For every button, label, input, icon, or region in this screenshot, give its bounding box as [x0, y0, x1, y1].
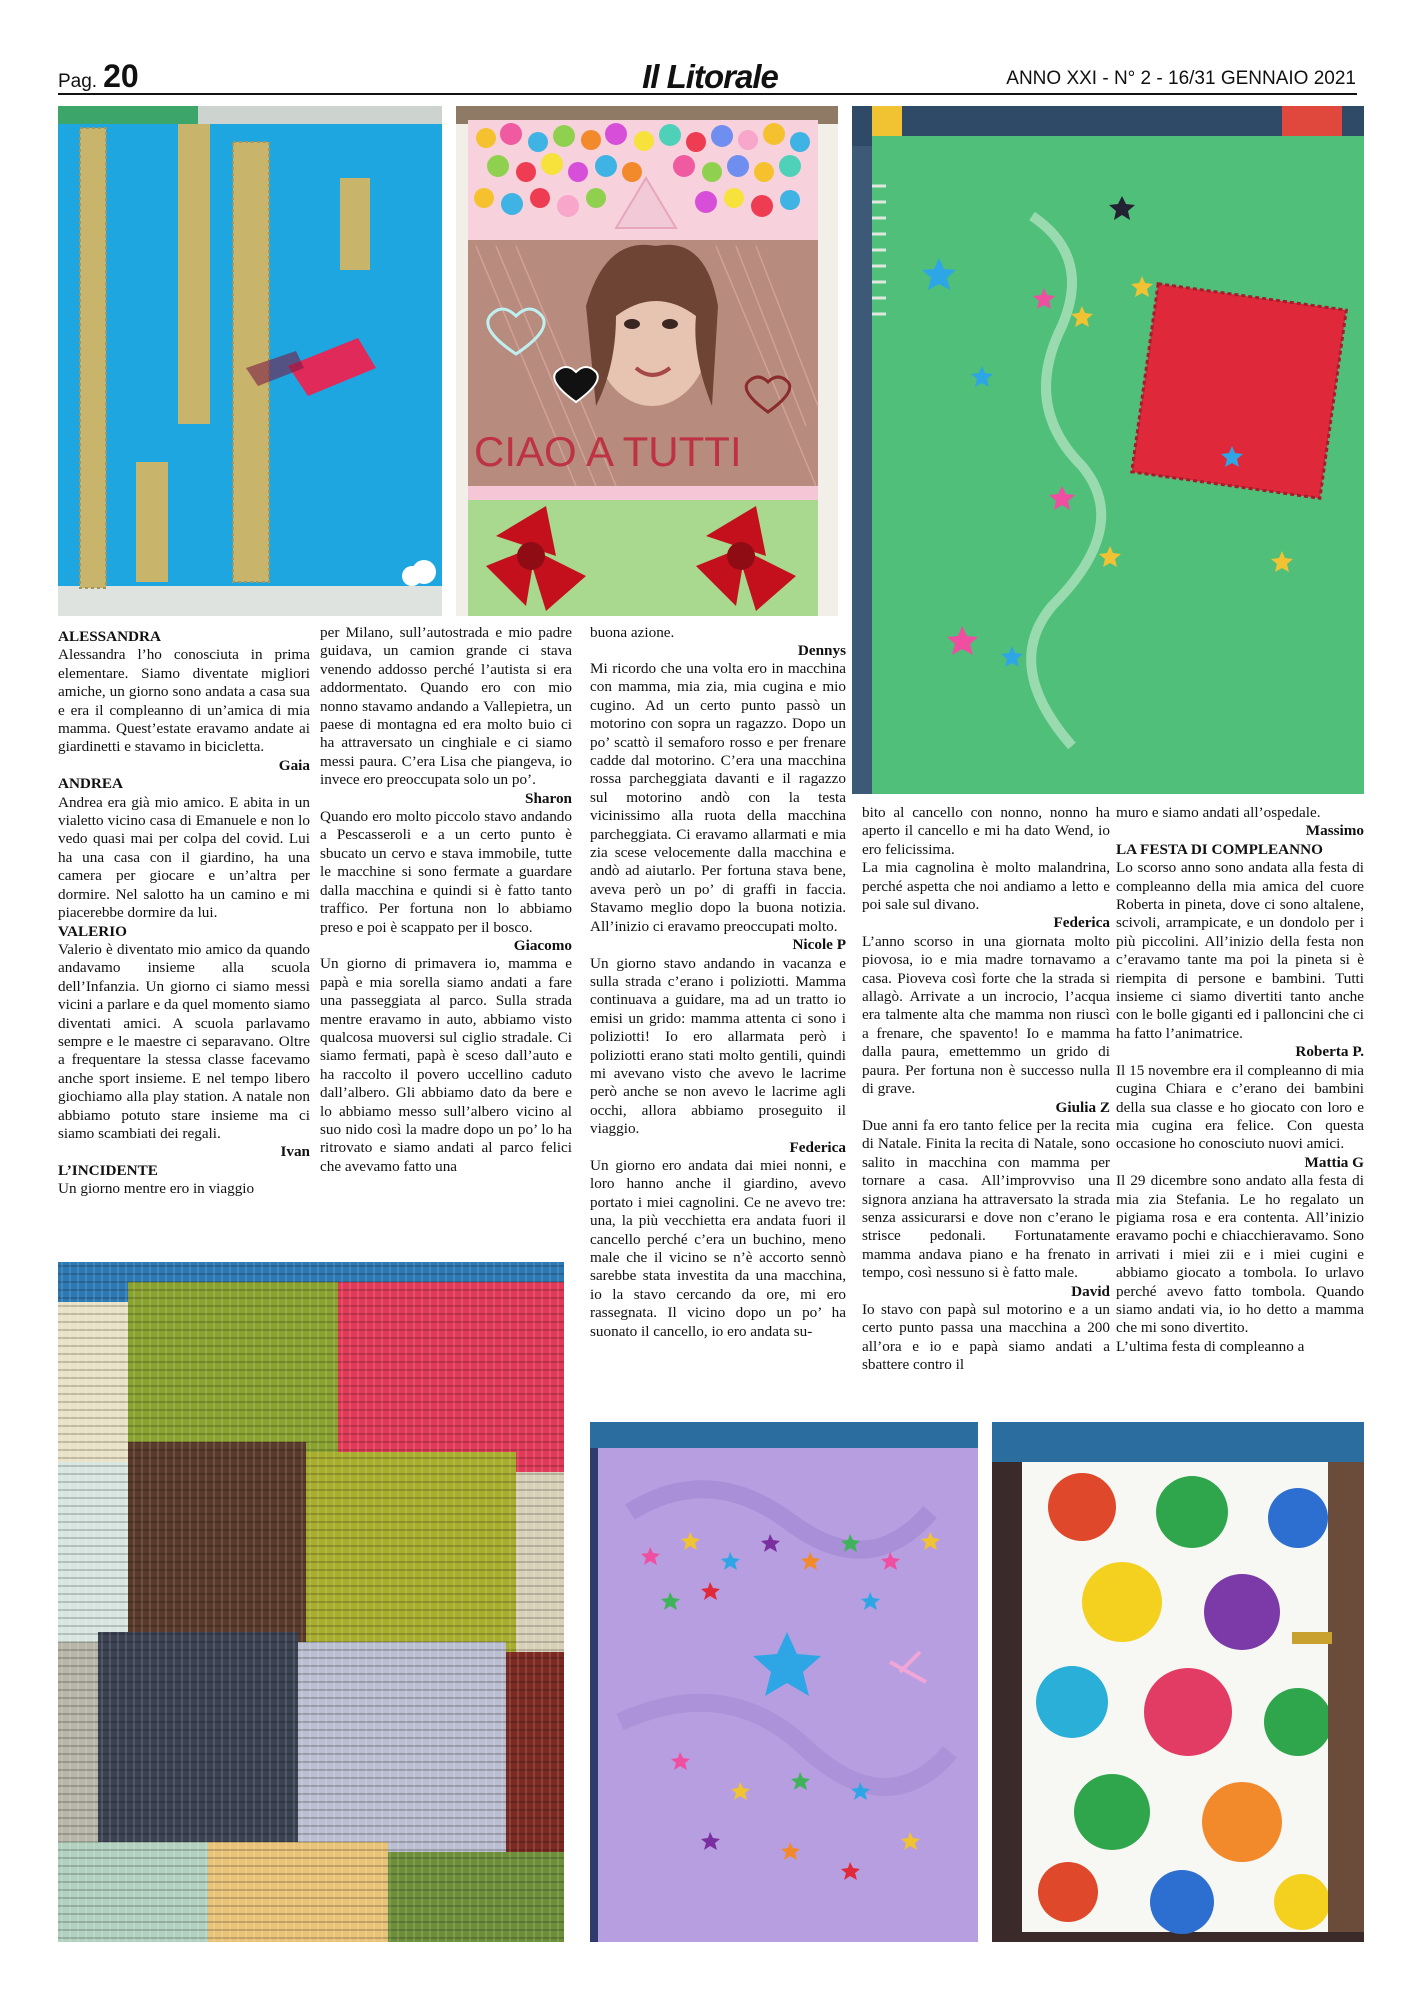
photo-green-board: [852, 106, 1364, 794]
page-label: Pag.: [58, 71, 98, 92]
story-muro: muro e siamo andati all’ospedale.: [1116, 804, 1321, 821]
signature-ivan: Ivan: [280, 1143, 310, 1161]
story-motorino: Mi ricordo che una volta ero in macchina con mamma, mia zia, mia cugina e mio cugino. Ad un certo punto passò un motorino con sopra un ragazzo. Dopo un po’ scattò il semaforo rosso e per frenare cadde dal motorino. C’era una macchina rossa parcheggiata davanti e il ragazzo sul motorino andò con la testa vicinissimo alla ruota della macchina parcheggiata. Ci eravamo allarmati e mia zia scese velocemente dalla macchina e andò ad aiutarlo. Per fortuna stava bene, aveva però un po’ di graffi in faccia. Stavamo meglio dopo la buona notizia. All’inizio ci eravamo preoccupati molto.: [590, 660, 846, 935]
signature-federica-1: Federica: [789, 1138, 846, 1156]
article-column-1: [58, 628, 310, 1250]
photo-fabric-patchwork: [58, 1262, 564, 1942]
story-cancello: bito al cancello con nonno, nonno ha aperto il cancello e mi ha dato Wend, io ero felicissima.: [862, 804, 1110, 858]
signature-nicole: Nicole P: [792, 936, 846, 954]
story-andrea: Andrea era già mio amico. E abita in un vialetto vicino casa di Emanuele e non lo vedo quasi mai per colpa del covid. Lui ha una casa con il giardino, ha una camera per giocare e un’altra per dormire. Nel salotto ha un camino e mi piacerebbe dormire da lui.: [58, 793, 310, 922]
story-chiara: Il 15 novembre era il compleanno di mia cugina Chiara e c’erano dei bambini della sua classe e ho giocato con loro e mia cugina era felice. Con questa occasione ho conosciuto nuovi amici.: [1116, 1061, 1364, 1153]
article-column-2: [320, 624, 572, 1250]
article-column-3: [590, 660, 846, 1410]
article-column-5: [1116, 804, 1364, 1410]
page-number: 20: [103, 58, 139, 94]
story-milano: per Milano, sull’autostrada e mio padre guidava, un camion grande ci stava venendo addosso perché l’autista si era addormentato. Quando ero con mio nonno stavamo andando a Vallepietra, un paese di montagna ed era molto buio ci ha attraversato un cinghiale e ci siamo messi paura. C’era Lisa che piangeva, io invece ero preoccupata solo un po’.: [320, 624, 572, 789]
signature-dennys: Dennys: [797, 642, 846, 660]
story-piovosa: L’anno scorso in una giornata molto piovosa, io e mia madre tornavamo a casa. Pioveva così forte che la strada si allagò. Arrivate a un incrocio, l’acqua era talmente alta che mamma non riuscì a frenare, che spavento! Io e mamma dalla paura, emettemmo un grido di paura. Per fortuna non è successo nulla di grave.: [862, 932, 1110, 1098]
story-cagnolini: Un giorno ero andata dai miei nonni, e loro hanno anche il giardino, avevo portato i miei cagnolini. Ce ne avevo tre: una, la più vecchietta era andata fuori il cancello perché c’era un buchino, meno male che il vicino se n’è accorto sennò sarebbe stata investita da una macchina, io la stavo cercando da ore, mi ero rassegnata. Il vicino dopo un po’ ha suonato il cancello, io ero andata su-: [590, 1156, 846, 1340]
heading-incidente: L’INCIDENTE: [58, 1161, 158, 1179]
heading-alessandra: ALESSANDRA: [58, 628, 161, 645]
story-papa: Io stavo con papà sul motorino e a un certo punto passa una macchina a 200 all’ora e io e papà siamo andati a sbattere contro il: [862, 1300, 1110, 1374]
signature-giacomo: Giacomo: [513, 936, 572, 954]
signature-david: David: [1071, 1282, 1110, 1300]
handwritten-ciao: CIAO A TUTTI: [474, 428, 742, 475]
story-natale: Due anni fa ero tanto felice per la recita di Natale. Finita la recita di Natale, sono salito in macchina con mamma per tornare a casa. All’improvviso una signora anziana ha attraversato la strada senza assicurarsi e dove non c’erano le strisce pedonali. Fortunatamente mamma andava piano e ha frenato in tempo, così nessuno si è fatto male.: [862, 1116, 1110, 1282]
heading-valerio: VALERIO: [58, 922, 127, 940]
photo-purple-board: [590, 1422, 978, 1942]
article-column-4: [862, 804, 1110, 1410]
story-buona-azione: buona azione.: [590, 624, 675, 641]
story-poliziotti: Un giorno stavo andando in vacanza e sulla strada c’erano i poliziotti. Mamma continuava a guidare, ma ad un tratto io emisi un grido: mamma attenta ci sono i poliziotti! Io ero allarmata però i poliziotti erano stati molto gentili, quindi mi avevano visto che avevo le lacrime però anche se non avevo le lacrime agli occhi, allora abbiamo proseguito il viaggio.: [590, 954, 846, 1138]
story-cagnolina: La mia cagnolina è molto malandrina, perché aspetta che noi andiamo a letto e poi sale sul divano.: [862, 859, 1110, 914]
photo-balloon-board: [992, 1422, 1364, 1942]
heading-andrea: ANDREA: [58, 775, 123, 793]
signature-mattia: Mattia G: [1304, 1153, 1364, 1171]
story-pescasseroli: Quando ero molto piccolo stavo andando a Pescasseroli e a un certo punto è sbucato un cervo e stava immobile, tutte le macchine si sono fermate a guardare dalla macchina e quindi si è fatto tanto traffico. Per fortuna non lo abbiamo preso e poi è scappato per il bosco.: [320, 808, 572, 936]
newspaper-title: Il Litorale: [642, 58, 778, 95]
story-incidente-start: Un giorno mentre ero in viaggio: [58, 1180, 255, 1198]
story-alessandra: Alessandra l’ho conosciuta in prima elementare. Siamo diventate migliori amiche, un giorno sono andata a casa sua e era il compleanno di un’amica di mia mamma. Quest’estate eravamo andate ai giardinetti e stavamo in bicicletta.: [58, 646, 310, 756]
header-rule: [58, 93, 1357, 95]
story-pineta: Lo scorso anno sono andata alla festa di compleanno della mia amica del cuore Roberta in pineta, dove ci sono altalene, scivoli, arrampicate, e un dondolo per i più piccolini. All’inizio della festa non c’eravamo tante ma poi la pineta si è riempita di persone e bambini. Tutti insieme ci siamo divertiti tanto anche con le bolle giganti ed i palloncini che ci ha fatto l’animatrice.: [1116, 859, 1364, 1042]
signature-roberta: Roberta P.: [1295, 1043, 1364, 1061]
signature-massimo: Massimo: [1305, 822, 1364, 840]
photo-blue-board: [58, 106, 442, 616]
signature-giulia: Giulia Z: [1055, 1098, 1110, 1116]
photo-portrait-collage: [456, 106, 838, 616]
story-ultima: L’ultima festa di compleanno a: [1116, 1337, 1305, 1355]
heading-festa: LA FESTA DI COMPLEANNO: [1116, 840, 1323, 858]
story-primavera: Un giorno di primavera io, mamma e papà e mia sorella siamo andati a fare una passeggiata al parco. Sulla strada mentre eravamo in auto, abbiamo visto qualcosa muoversi sul ciglio stradale. Ci siamo fermati, papà è sceso dall’auto e ha raccolto il povero uccellino caduto dall’albero. Gli abbiamo dato da bere e lo abbiamo messo sull’albero vicino al suo nido così la madre dopo un po’ lo ha ritrovato e siamo andati al parco felici che avevamo fatto una: [320, 955, 572, 1175]
signature-sharon: Sharon: [525, 789, 572, 807]
story-stefania: Il 29 dicembre sono andato alla festa di mia zia Stefania. Le ho regalato un pigiama rosa e era contenta. All’inizio eravamo pochi e chiacchieravamo. Sono arrivati i miei zii e i miei cugini e abbiamo giocato a tombola. Io urlavo perché avevo fatto tombola. Quando siamo andati via, io ho detto a mamma che mi sono divertito.: [1116, 1172, 1364, 1337]
signature-federica-2: Federica: [1053, 914, 1110, 932]
signature-gaia: Gaia: [278, 756, 310, 774]
issue-line: ANNO XXI - N° 2 - 16/31 GENNAIO 2021: [1006, 68, 1356, 89]
story-valerio: Valerio è diventato mio amico da quando andavamo insieme alla scuola dell’Infanzia. Un giorno ci siamo messi vicini a parlare e da quel momento siamo diventati amici. A scuola parlavamo sempre e le maestre ci separavano. Oltre a frequentare la stessa classe facevamo anche sport insieme. E nel tempo libero giochiamo alla play station. A natale non abbiamo potuto stare insieme ma ci siamo scambiati dei regali.: [58, 940, 310, 1142]
